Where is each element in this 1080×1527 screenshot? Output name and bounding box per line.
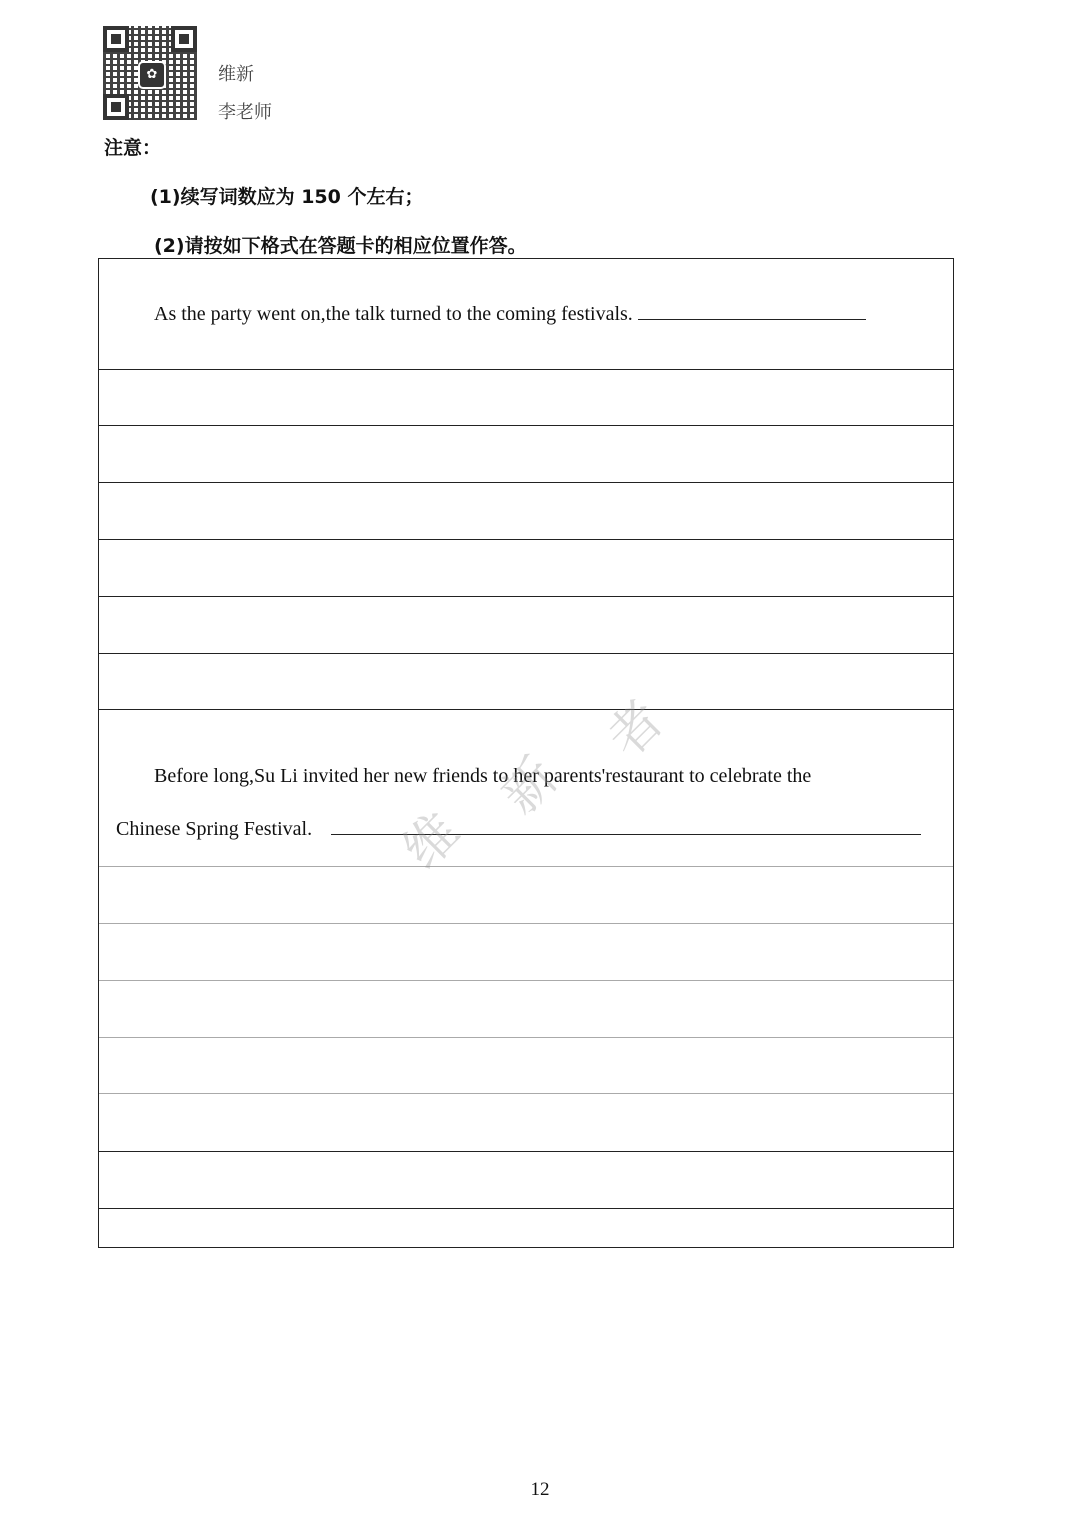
paragraph-1-blank[interactable] (638, 299, 866, 320)
writing-line (99, 482, 953, 483)
paragraph-1-prompt (154, 299, 866, 326)
qr-finder-pattern (171, 26, 197, 52)
watermark-char: 维 (392, 801, 472, 881)
watermark-char: 新 (490, 746, 570, 826)
writing-line (99, 866, 953, 867)
writing-line (99, 923, 953, 924)
brand-name: 维新 (218, 64, 254, 85)
writing-line (99, 653, 953, 654)
page-number: 12 (530, 1479, 550, 1500)
notice-item-format: (2)请按如下格式在答题卡的相应位置作答。 (154, 235, 527, 257)
writing-line (99, 1093, 953, 1094)
writing-line (99, 425, 953, 426)
writing-line (99, 1037, 953, 1038)
paragraph-divider (99, 709, 953, 710)
wechat-icon: ✿ (138, 61, 166, 89)
writing-line (99, 596, 953, 597)
writing-line (99, 1208, 953, 1209)
writing-line (99, 980, 953, 981)
notice-title: 注意： (104, 137, 162, 159)
paragraph-2-prompt-line-2 (116, 814, 921, 841)
qr-finder-pattern (103, 26, 129, 52)
paragraph-2-prompt-line-1: Before long,Su Li invited her new friends to her parents'restaurant to celebrate the (154, 765, 812, 787)
notice-item-word-count: (1)续写词数应为 150 个左右； (150, 186, 424, 208)
writing-line (99, 369, 953, 370)
paragraph-2-opening: Chinese Spring Festival. (116, 818, 313, 840)
qr-code (103, 26, 197, 120)
brand-teacher: 李老师 (218, 102, 272, 123)
writing-line (99, 539, 953, 540)
watermark-char: 者 (596, 689, 676, 769)
writing-line (99, 1151, 953, 1152)
qr-finder-pattern (103, 94, 129, 120)
paragraph-1-opening: As the party went on,the talk turned to the coming festivals. (154, 303, 633, 325)
